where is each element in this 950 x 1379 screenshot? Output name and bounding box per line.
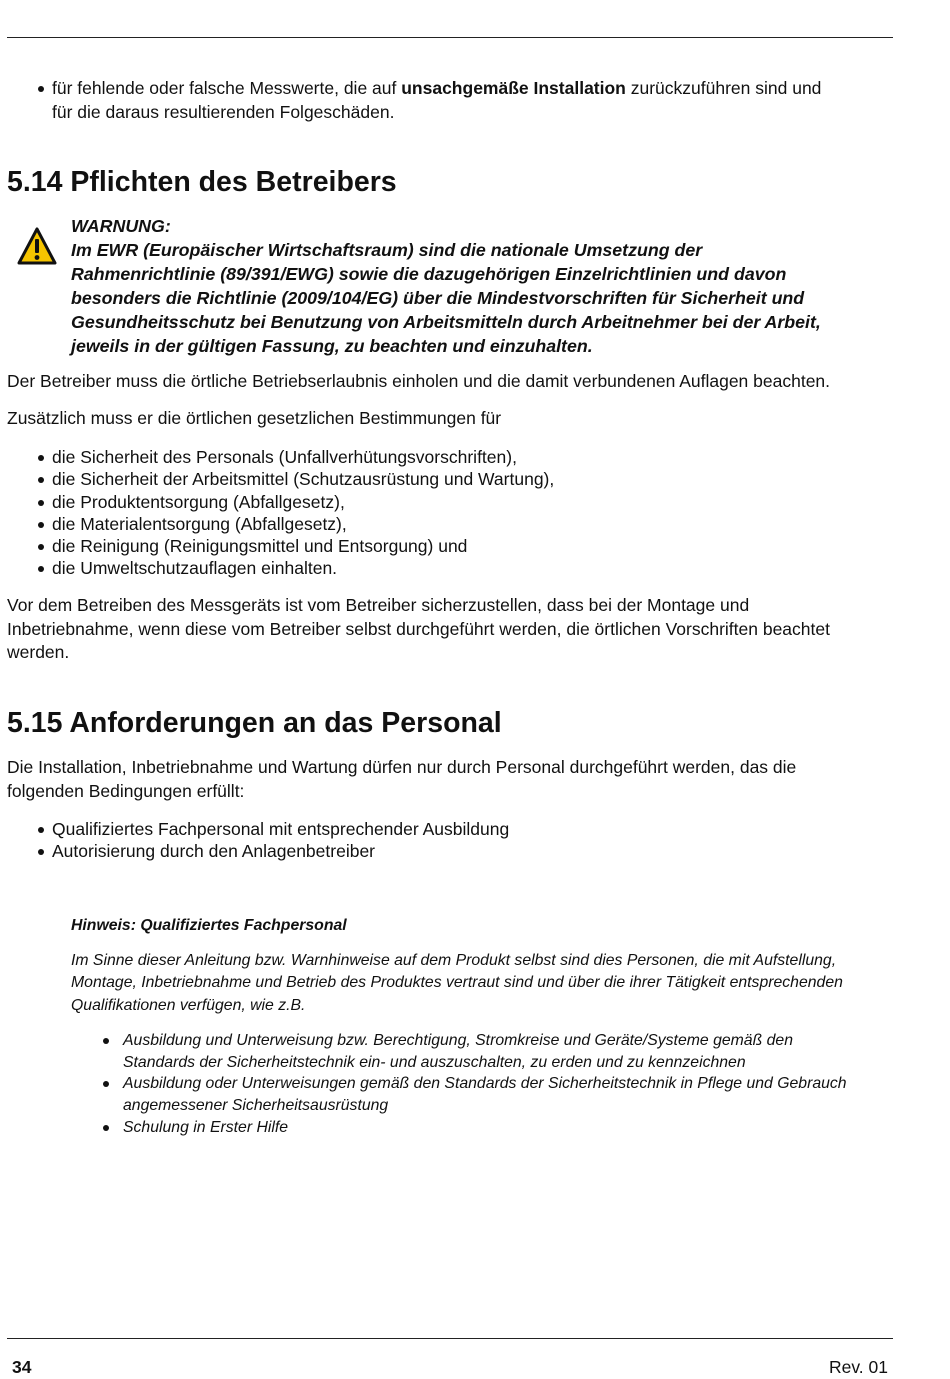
top-bullet-list (0, 77, 900, 124)
warning-line: Rahmenrichtlinie (89/391/EWG) sowie die dazugehörigen Einzelrichtlinien und davon (71, 264, 787, 284)
warning-box (71, 214, 901, 358)
requirements-list (0, 818, 900, 863)
list-item: die Materialentsorgung (Abfallgesetz), (0, 513, 900, 535)
footer-rule (7, 1338, 893, 1339)
note-text: Im Sinne dieser Anleitung bzw. Warnhinweise auf dem Produkt selbst sind dies Personen, die mit Aufstellung, Montage, Inbetriebnahme und Betrieb des Produktes vertraut sind und über die ihrer Tätigkeit entsprechenden Qualifikationen verfügen, wie z.B. (71, 952, 843, 1014)
paragraph: Zusätzlich muss er die örtlichen gesetzlichen Bestimmungen für (7, 408, 502, 428)
warning-icon (16, 226, 58, 271)
note-list (71, 1030, 901, 1139)
list-item: für fehlende oder falsche Messwerte, die auf unsachgemäße Installation zurückzuführen sind und für die daraus resultierenden Folgeschäden. (0, 77, 900, 124)
revision-label: Rev. 01 (828, 1357, 888, 1377)
warning-line: besonders die Richtlinie (2009/104/EG) über die Mindestvorschriften für Sicherheit und (71, 288, 805, 308)
header-rule (7, 37, 893, 38)
warning-title: WARNUNG: (71, 216, 171, 236)
paragraph: Der Betreiber muss die örtliche Betriebserlaubnis einholen und die damit verbundenen Auflagen beachten. (7, 371, 831, 391)
list-item: Autorisierung durch den Anlagenbetreiber (0, 840, 900, 862)
section-heading-5-14: 5.14 Pflichten des Betreibers (7, 166, 397, 198)
list-item: Ausbildung oder Unterweisungen gemäß den Standards der Sicherheitstechnik in Pflege und Gebrauch angemessener Sicherheitsausrüstung (71, 1073, 901, 1116)
warning-line: Gesundheitsschutz bei Benutzung von Arbeitsmitteln durch Arbeitnehmer bei der Arbeit, (71, 312, 821, 332)
list-item: Qualifiziertes Fachpersonal mit entsprechender Ausbildung (0, 818, 900, 840)
list-item: die Sicherheit der Arbeitsmittel (Schutzausrüstung und Wartung), (0, 468, 900, 490)
note-title: Hinweis: Qualifiziertes Fachpersonal (71, 917, 347, 934)
list-item: die Umweltschutzauflagen einhalten. (0, 557, 900, 579)
list-item: die Sicherheit des Personals (Unfallverhütungsvorschriften), (0, 446, 900, 468)
list-item: Ausbildung und Unterweisung bzw. Berechtigung, Stromkreise und Geräte/Systeme gemäß den Standards der Sicherheitstechnik ein- und auszuschalten, zu erden und zu kennzeichnen (71, 1030, 901, 1073)
list-item: die Reinigung (Reinigungsmittel und Entsorgung) und (0, 535, 900, 557)
section-heading-5-15: 5.15 Anforderungen an das Personal (7, 707, 502, 739)
paragraph: Vor dem Betreiben des Messgeräts ist vom Betreiber sicherzustellen, dass bei der Montage und Inbetriebnahme, wenn diese vom Betreiber selbst durchgeführt werden, die örtlichen Vorschriften beachtet werden. (7, 595, 830, 662)
list-item: die Produktentsorgung (Abfallgesetz), (0, 491, 900, 513)
paragraph: Die Installation, Inbetriebnahme und Wartung dürfen nur durch Personal durchgeführt werden, das die folgenden Bedingungen erfüllt: (7, 757, 797, 801)
warning-line: Im EWR (Europäischer Wirtschaftsraum) sind die nationale Umsetzung der (71, 240, 703, 260)
warning-line: jeweils in der gültigen Fassung, zu beachten und einzuhalten. (71, 336, 593, 356)
page-number: 34 (12, 1357, 32, 1377)
duties-list (0, 446, 900, 580)
list-item: Schulung in Erster Hilfe (71, 1117, 901, 1139)
